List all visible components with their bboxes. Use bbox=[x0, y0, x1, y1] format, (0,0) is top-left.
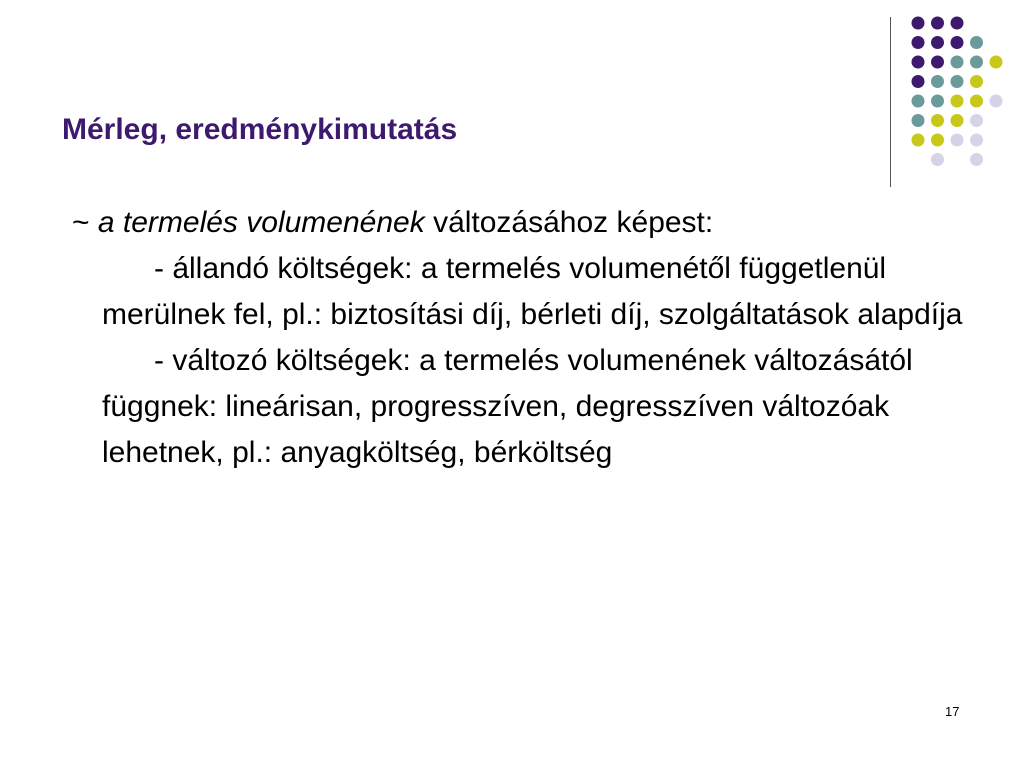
decorative-dot bbox=[970, 36, 983, 49]
intro-italic: a termelés volumenének bbox=[97, 206, 425, 239]
decorative-dot bbox=[931, 75, 944, 88]
decorative-dot bbox=[951, 114, 964, 127]
decorative-dot bbox=[931, 56, 944, 69]
decorative-dot bbox=[951, 95, 964, 108]
decorative-dot-grid bbox=[0, 0, 1024, 200]
intro-line bbox=[72, 200, 972, 246]
decorative-dot bbox=[951, 75, 964, 88]
decorative-dot bbox=[931, 17, 944, 30]
decorative-dot bbox=[970, 153, 983, 166]
intro-tilde: ~ bbox=[72, 206, 90, 239]
decorative-dot bbox=[912, 17, 925, 30]
paragraph-variable-costs: - változó költségek: a termelés volumenének változásától függnek: lineárisan, progresszíven, degresszíven változóak lehetnek, pl.: anyagköltség, bérköltség bbox=[102, 344, 913, 469]
decorative-dot bbox=[931, 95, 944, 108]
decorative-dot bbox=[990, 95, 1003, 108]
slide-body bbox=[72, 200, 972, 476]
decorative-dot bbox=[970, 75, 983, 88]
page-number: 17 bbox=[945, 704, 960, 719]
decorative-dot bbox=[970, 134, 983, 147]
decorative-dot bbox=[951, 36, 964, 49]
decorative-dot bbox=[912, 95, 925, 108]
decorative-dot bbox=[970, 56, 983, 69]
decorative-dot bbox=[912, 75, 925, 88]
slide-title: Mérleg, eredménykimutatás bbox=[62, 113, 458, 146]
decorative-dot bbox=[912, 114, 925, 127]
vertical-divider bbox=[890, 17, 891, 187]
decorative-dot bbox=[970, 95, 983, 108]
decorative-dot bbox=[931, 114, 944, 127]
paragraph-fixed-costs: - állandó költségek: a termelés volumenétől függetlenül merülnek fel, pl.: biztosítási díj, bérleti díj, szolgáltatások alapdíja bbox=[102, 252, 963, 331]
decorative-dot bbox=[951, 17, 964, 30]
decorative-dot bbox=[912, 36, 925, 49]
intro-rest: változásához képest: bbox=[433, 206, 714, 239]
decorative-dot bbox=[931, 153, 944, 166]
decorative-dot bbox=[912, 56, 925, 69]
decorative-dot bbox=[951, 134, 964, 147]
decorative-dot bbox=[931, 36, 944, 49]
decorative-dot bbox=[912, 134, 925, 147]
decorative-dot bbox=[970, 114, 983, 127]
decorative-dot bbox=[990, 56, 1003, 69]
decorative-dot bbox=[931, 134, 944, 147]
decorative-dot bbox=[951, 56, 964, 69]
